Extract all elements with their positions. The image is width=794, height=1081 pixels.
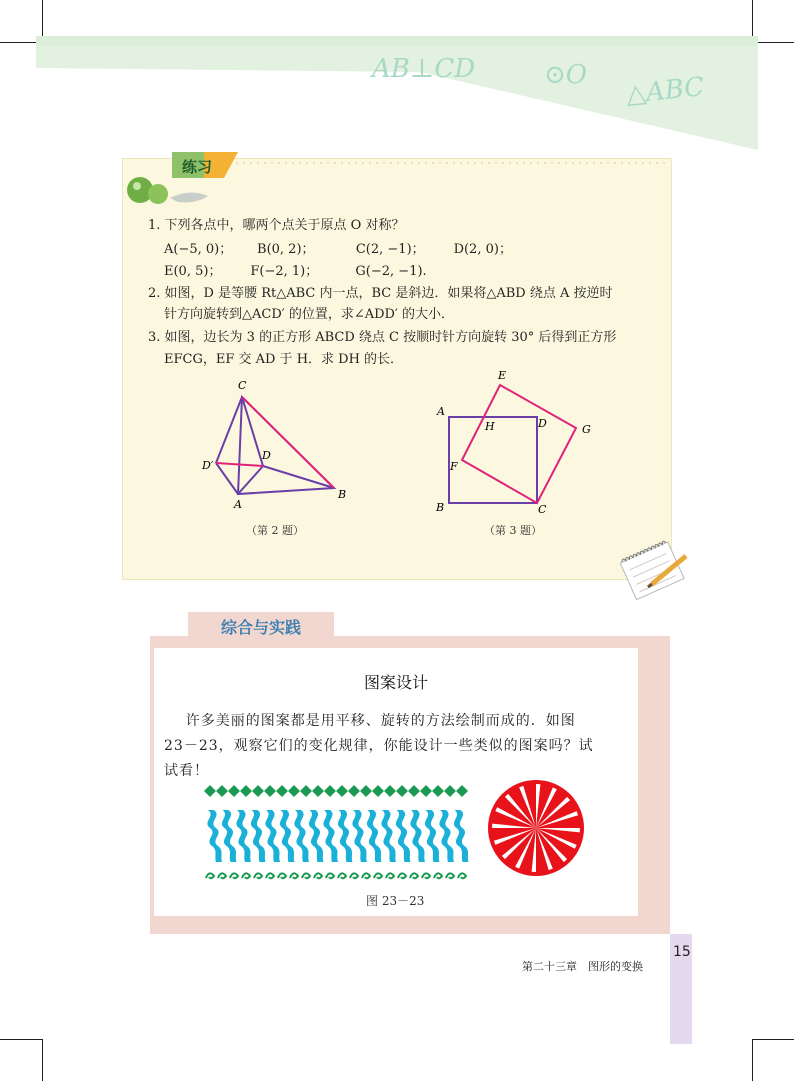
- scroll-tile: [230, 873, 238, 878]
- diamond-tile: [396, 785, 408, 797]
- scroll-tile: [326, 873, 334, 878]
- wave-tile: [323, 810, 338, 862]
- scroll-tile: [410, 873, 418, 878]
- wave-tile: [280, 810, 295, 862]
- q1-stem: 1. 下列各点中，哪两个点关于原点 O 对称？: [148, 218, 405, 233]
- diamond-tile: [216, 785, 228, 797]
- practice-paragraph-line1: 许多美丽的图案都是用平移、旋转的方法绘制而成的．如图: [164, 713, 576, 729]
- figure-2-caption: （第 2 题）: [246, 524, 304, 537]
- fig2-label-c: C: [238, 379, 247, 392]
- diamond-tile: [324, 785, 336, 797]
- scroll-tile: [434, 873, 442, 878]
- diamond-tile: [360, 785, 372, 797]
- crop-mark: [0, 1039, 42, 1040]
- wave-tile: [410, 810, 425, 862]
- section-tab: [188, 612, 334, 640]
- diamond-tile: [312, 785, 324, 797]
- section-tab-label: 综合与实践: [220, 618, 301, 637]
- page-number: 15: [673, 944, 691, 960]
- practice-figure-caption: 图 23－23: [366, 894, 425, 908]
- scroll-tile: [350, 873, 358, 878]
- figure-2: [190, 375, 370, 515]
- wave-tile: [396, 810, 411, 862]
- scroll-tile: [374, 873, 382, 878]
- wave-tile: [207, 810, 222, 862]
- scroll-tile: [398, 873, 406, 878]
- notepad-pencil-icon: [612, 540, 696, 600]
- scroll-tile: [458, 873, 466, 878]
- wave-tile: [454, 810, 469, 862]
- scroll-tile: [218, 873, 226, 878]
- fig3-label-g: G: [582, 423, 591, 436]
- wave-tile: [294, 810, 309, 862]
- scroll-tile: [446, 873, 454, 878]
- q1-points-row2: E(0, 5)； F(−2, 1)； G(−2, −1).: [164, 264, 427, 279]
- diamond-tile: [432, 785, 444, 797]
- scroll-tile: [254, 873, 262, 878]
- fig3-label-f: F: [450, 460, 458, 473]
- scroll-tile: [314, 873, 322, 878]
- diamond-tile: [372, 785, 384, 797]
- crop-mark: [42, 1039, 43, 1081]
- pattern-rotation-circle: [486, 778, 586, 878]
- wave-tile: [222, 810, 237, 862]
- diamond-tile: [204, 785, 216, 797]
- scroll-tile: [362, 873, 370, 878]
- diamond-tile: [336, 785, 348, 797]
- pattern-scroll-row: [204, 868, 470, 882]
- scroll-tile: [338, 873, 346, 878]
- wave-tile: [352, 810, 367, 862]
- diamond-tile: [348, 785, 360, 797]
- wave-tile: [425, 810, 440, 862]
- fig3-label-e: E: [498, 369, 507, 382]
- q1-points-row1: A(−5, 0)； B(0, 2)； C(2, −1)； D(2, 0)；: [164, 242, 512, 257]
- diamond-tile: [300, 785, 312, 797]
- figure-3: [430, 365, 610, 525]
- wave-tile: [381, 810, 396, 862]
- wave-tile: [251, 810, 266, 862]
- fig2-label-d: D: [262, 449, 271, 462]
- decor-perpendicular: AB⊥CD: [372, 54, 476, 84]
- wave-tile: [367, 810, 382, 862]
- diamond-tile: [276, 785, 288, 797]
- scroll-tile: [290, 873, 298, 878]
- pattern-diamond-row: [204, 784, 470, 798]
- q3-line2: EFCG，EF 交 AD 于 H．求 DH 的长．: [164, 352, 404, 367]
- fig2-label-a: A: [234, 498, 242, 511]
- exercise-badge-icon: [120, 146, 240, 206]
- scroll-tile: [302, 873, 310, 878]
- diamond-tile: [408, 785, 420, 797]
- q2-line2: 针方向旋转到△ACD′ 的位置，求∠ADD′ 的大小．: [164, 307, 455, 322]
- wave-tile: [309, 810, 324, 862]
- q3-line1: 3. 如图，边长为 3 的正方形 ABCD 绕点 C 按顺时针方向旋转 30° 后得到正方形: [148, 330, 617, 345]
- diamond-tile: [252, 785, 264, 797]
- footer-chapter: 第二十三章 图形的变换: [522, 960, 643, 973]
- diamond-tile: [444, 785, 456, 797]
- scroll-tile: [206, 873, 214, 878]
- diamond-tile: [456, 785, 468, 797]
- decor-triangle: △ABC: [624, 71, 706, 111]
- diamond-tile: [420, 785, 432, 797]
- scroll-tile: [266, 873, 274, 878]
- practice-paragraph-line3: 试看！: [164, 763, 209, 779]
- exercise-badge: 练习: [182, 158, 213, 176]
- wave-tile: [439, 810, 454, 862]
- fig3-label-b: B: [436, 501, 445, 514]
- scroll-tile: [422, 873, 430, 878]
- diamond-tile: [240, 785, 252, 797]
- scroll-tile: [386, 873, 394, 878]
- fig3-label-d: D: [538, 417, 547, 430]
- diamond-tile: [264, 785, 276, 797]
- fig2-label-b: B: [338, 488, 347, 501]
- practice-paragraph-line2: 23－23，观察它们的变化规律，你能设计一些类似的图案吗？试: [164, 738, 594, 754]
- wave-tile: [265, 810, 280, 862]
- wave-tile: [236, 810, 251, 862]
- diamond-tile: [288, 785, 300, 797]
- fig3-label-a: A: [437, 405, 445, 418]
- diamond-tile: [384, 785, 396, 797]
- fig3-label-c: C: [538, 503, 547, 516]
- scroll-tile: [242, 873, 250, 878]
- diamond-tile: [228, 785, 240, 797]
- crop-mark: [752, 1039, 794, 1040]
- wave-tile: [338, 810, 353, 862]
- fig2-label-dprime: D′: [202, 459, 214, 472]
- pattern-wave-band: [204, 808, 470, 864]
- crop-mark: [752, 1039, 753, 1081]
- practice-title: 图案设计: [363, 673, 428, 692]
- fig3-label-h: H: [485, 420, 495, 433]
- figure-3-caption: （第 3 题）: [484, 524, 542, 537]
- scroll-tile: [278, 873, 286, 878]
- decor-circle: ⊙O: [544, 60, 588, 90]
- q2-line1: 2. 如图，D 是等腰 Rt△ABC 内一点，BC 是斜边．如果将△ABD 绕点 A 按逆时: [148, 286, 613, 301]
